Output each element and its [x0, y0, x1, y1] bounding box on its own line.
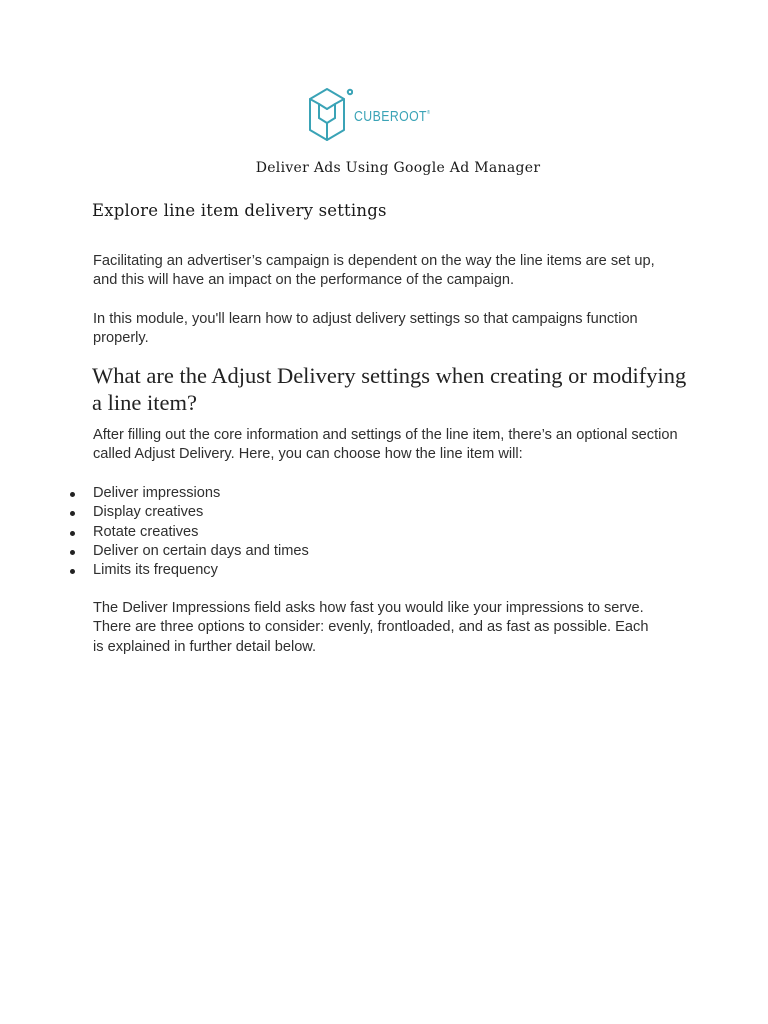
logo-wordmark: CUBEROOT® [354, 107, 431, 125]
module-paragraph: In this module, you'll learn how to adjust delivery settings so that campaigns function properly. [93, 311, 638, 347]
list-item: Display creatives [0, 503, 309, 522]
list-item: Rotate creatives [0, 523, 309, 542]
list-item: Deliver on certain days and times [0, 542, 309, 561]
list-item: Limits its frequency [0, 561, 309, 580]
list-item: Deliver impressions [0, 484, 309, 503]
section-heading: What are the Adjust Delivery settings when creating or modifying a line item? [92, 363, 687, 415]
bullet-icon [70, 531, 75, 536]
bullet-icon [70, 550, 75, 555]
deliver-impressions-paragraph: The Deliver Impressions field asks how fast you would like your impressions to serve. There are three options to consider: evenly, frontloaded, and as fast as possible. Each is explained in further detail below. [93, 600, 649, 655]
bullet-icon [70, 492, 75, 497]
cube-icon [307, 85, 353, 145]
bullet-icon [70, 511, 75, 516]
cuberoot-logo [307, 85, 447, 145]
delivery-options-list [0, 484, 309, 580]
adjust-delivery-paragraph: After filling out the core information and settings of the line item, there’s an optional section called Adjust Delivery. Here, you can choose how the line item will: [93, 427, 678, 463]
bullet-icon [70, 569, 75, 574]
document-title: Deliver Ads Using Google Ad Manager [255, 160, 541, 176]
intro-paragraph: Facilitating an advertiser’s campaign is dependent on the way the line items are set up, and this will have an impact on the performance of the campaign. [93, 253, 655, 289]
subheading: Explore line item delivery settings [92, 201, 387, 220]
